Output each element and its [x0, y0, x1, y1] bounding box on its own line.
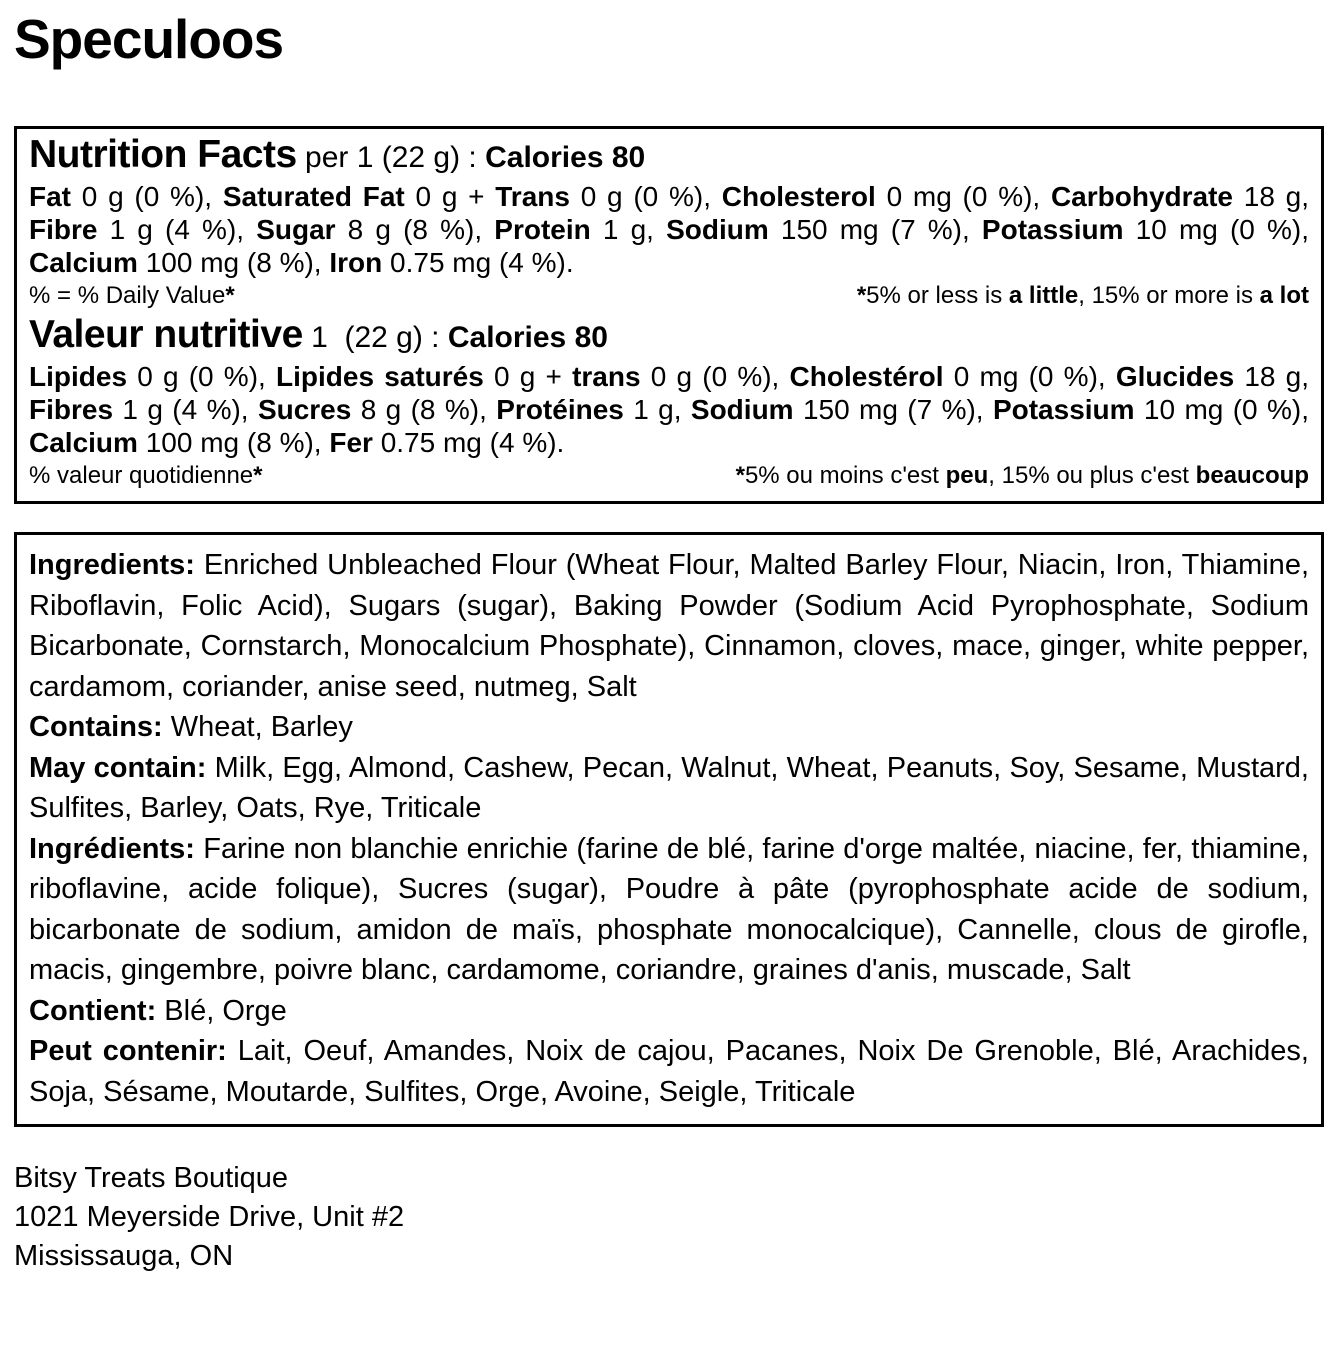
nutrient-list-en: Fat 0 g (0 %), Saturated Fat 0 g + Trans 0 g (0 %), Cholesterol 0 mg (0 %), Carbohydrate 18 g, Fibre 1 g (4 %), Sugar 8 g (8 %), Protein 1 g, Sodium 150 mg (7 %), Potassium 10 mg (0 %), Calcium 100 mg (8 %), Iron 0.75 mg (4 %).: [29, 181, 1310, 278]
nutrient-list-fr: Lipides 0 g (0 %), Lipides saturés 0 g + trans 0 g (0 %), Cholestérol 0 mg (0 %), Glucides 18 g, Fibres 1 g (4 %), Sucres 8 g (8 %), Protéines 1 g, Sodium 150 mg (7 %), Potassium 10 mg (0 %), Calcium 100 mg (8 %), Fer 0.75 mg (4 %).: [29, 361, 1310, 458]
ingredients-panel: [14, 532, 1324, 1127]
little-lot-note-en: *5% or less is a little, 15% or more is a lot: [856, 282, 1309, 309]
footnote-row-en: [29, 280, 1309, 311]
calories-en: Calories 80: [485, 141, 646, 174]
serving-size-en: per 1 (22 g) :: [305, 141, 486, 174]
contains-paragraph-en: Contains: Wheat, Barley: [29, 711, 353, 743]
nutrition-facts-panel: [14, 126, 1324, 504]
ingredients-paragraph-en: Ingredients: Enriched Unbleached Flour (Wheat Flour, Malted Barley Flour, Niacin, Iron, Thiamine, Riboflavin, Folic Acid), Sugars (sugar), Baking Powder (Sodium Acid Pyrophosphate, Sodium Bicarbonate, Cornstarch, Monocalcium Phosphate), Cinnamon, cloves, mace, ginger, white pepper, cardamom, coriander, anise seed, nutmeg, Salt: [29, 549, 1309, 703]
page-title: Speculoos: [14, 8, 284, 70]
company-name: Bitsy Treats Boutique: [14, 1162, 289, 1194]
serving-size-fr: 1 (22 g) :: [311, 321, 448, 354]
street-address: 1021 Meyerside Drive, Unit #2: [14, 1201, 405, 1233]
daily-value-note-fr: % valeur quotidienne*: [29, 462, 263, 489]
footnote-row-fr: [29, 460, 1309, 491]
ingredients-paragraph-fr: Ingrédients: Farine non blanchie enrichie (farine de blé, farine d'orge maltée, niacine, fer, thiamine, riboflavine, acide folique), Sucres (sugar), Poudre à pâte (pyrophosphate acide de sodium, bicarbonate de sodium, amidon de maïs, phosphate monocalcique), Cannelle, clous de girofle, macis, gingembre, poivre blanc, cardamome, coriandre, graines d'anis, muscade, Salt: [29, 832, 1309, 986]
calories-fr: Calories 80: [447, 321, 608, 354]
nutrition-facts-title-en: Nutrition Facts: [29, 133, 297, 176]
may-contain-paragraph-fr: Peut contenir: Lait, Oeuf, Amandes, Noix de cajou, Pacanes, Noix De Grenoble, Blé, Arachides, Soja, Sésame, Moutarde, Sulfites, Orge, Avoine, Seigle, Triticale: [29, 1035, 1309, 1108]
nutrition-facts-heading-en: [29, 133, 1309, 180]
may-contain-paragraph-en: May contain: Milk, Egg, Almond, Cashew, Pecan, Walnut, Wheat, Peanuts, Soy, Sesame, Mustard, Sulfites, Barley, Oats, Rye, Triticale: [29, 751, 1309, 824]
daily-value-note-en: % = % Daily Value*: [29, 282, 235, 309]
manufacturer-address: [14, 1159, 1324, 1276]
nutrition-facts-heading-fr: [29, 313, 1309, 360]
nutrition-facts-title-fr: Valeur nutritive: [29, 313, 303, 356]
city-province: Mississauga, ON: [14, 1240, 234, 1272]
little-lot-note-fr: *5% ou moins c'est peu, 15% ou plus c'est beaucoup: [735, 462, 1309, 489]
contains-paragraph-fr: Contient: Blé, Orge: [29, 994, 287, 1027]
